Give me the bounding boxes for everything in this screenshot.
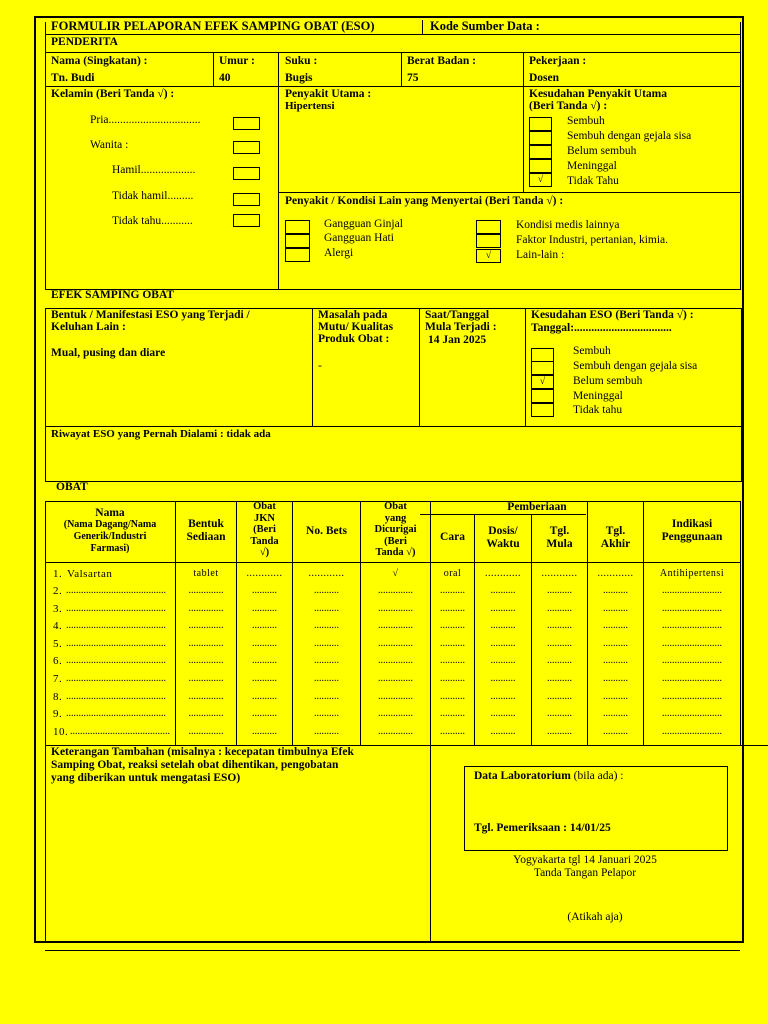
table-cell[interactable]: .......... [490, 620, 516, 632]
main-outcome-checkbox-2[interactable] [529, 131, 552, 145]
header-jkn: Obat JKN (Beri Tanda √) [250, 501, 279, 558]
sex-label: Kelamin (Beri Tanda √) : [51, 88, 175, 100]
quality-label-3: Produk Obat : [318, 333, 390, 345]
other-left-checkbox-1[interactable] [285, 220, 310, 234]
header-route: Cara [440, 531, 465, 543]
eso-form-value: Mual, pusing dan diare [51, 347, 166, 359]
table-cell[interactable]: .......... [440, 637, 465, 649]
main-outcome-option-2: Sembuh dengan gejala sisa [567, 130, 692, 142]
drug-name-cell[interactable]: ........................................ [66, 637, 166, 649]
row-number: 8. [53, 690, 63, 703]
drug-route-cell[interactable]: oral [443, 568, 462, 579]
age-value: 40 [219, 72, 231, 84]
drug-batch-cell[interactable]: ............ [308, 568, 345, 579]
table-cell[interactable]: .......... [252, 655, 277, 667]
table-cell[interactable]: ........................ [662, 708, 722, 720]
table-cell[interactable]: .......... [547, 690, 572, 702]
sex-female-checkbox[interactable] [233, 141, 260, 154]
table-cell[interactable]: .......... [440, 585, 465, 596]
table-cell[interactable]: .............. [188, 708, 224, 720]
reporter-name: (Atikah aja) [567, 911, 623, 923]
other-right-option-1: Kondisi medis lainnya [516, 219, 620, 231]
table-cell[interactable]: .............. [378, 585, 413, 596]
table-cell[interactable]: .......... [440, 655, 465, 667]
row-number: 3. [53, 602, 63, 615]
table-cell[interactable]: .......... [547, 602, 572, 614]
table-cell[interactable]: .............. [188, 673, 224, 684]
row-number: 2. [53, 585, 63, 597]
ethnic-value: Bugis [285, 72, 313, 84]
table-cell[interactable]: .......... [252, 602, 277, 614]
job-value: Dosen [529, 72, 560, 84]
drug-name-cell[interactable]: ........................................ [70, 725, 170, 737]
eso-outcome-label: Kesudahan ESO (Beri Tanda √) : [531, 309, 694, 321]
table-cell[interactable]: .......... [252, 585, 277, 596]
table-cell[interactable]: ........................ [662, 585, 722, 596]
table-cell[interactable]: .......... [314, 585, 339, 596]
row-number: 9. [53, 708, 63, 721]
table-cell[interactable]: .......... [603, 708, 628, 720]
table-cell[interactable]: .......... [252, 620, 277, 632]
main-outcome-option-3: Belum sembuh [567, 145, 637, 157]
table-cell[interactable]: .......... [603, 637, 628, 649]
header-indication: Indikasi Penggunaan [661, 518, 723, 543]
name-label: Nama (Singkatan) : [51, 55, 148, 67]
table-cell[interactable]: .......... [490, 708, 516, 720]
header-batch: No. Bets [306, 525, 347, 537]
table-cell[interactable]: .......... [603, 655, 628, 667]
table-cell[interactable]: .......... [547, 725, 572, 737]
table-cell[interactable]: .............. [378, 655, 413, 667]
table-cell[interactable]: .......... [603, 602, 628, 614]
drug-name-cell[interactable]: ........................................ [66, 585, 166, 596]
eso-outcome-checkbox-2[interactable] [531, 361, 554, 375]
other-right-checkbox-2[interactable] [476, 234, 501, 248]
sex-male-checkbox[interactable] [233, 117, 260, 130]
table-cell[interactable]: .............. [188, 585, 224, 596]
sex-option-female: Wanita : [90, 139, 129, 151]
table-cell[interactable]: .............. [378, 673, 413, 684]
eso-outcome-checkbox-1[interactable] [531, 348, 554, 362]
drug-suspect-cell[interactable]: √ [392, 568, 399, 579]
other-right-option-3: Lain-lain : [516, 249, 565, 261]
table-cell[interactable]: .......... [252, 690, 277, 702]
eso-form-label-2: Keluhan Lain : [51, 321, 126, 333]
drug-indication-cell[interactable]: Antihipertensi [659, 568, 725, 579]
other-right-option-2: Faktor Industri, pertanian, kimia. [516, 234, 669, 246]
table-cell[interactable]: .......... [314, 690, 339, 702]
table-cell[interactable]: .......... [490, 655, 516, 667]
quality-label-1: Masalah pada [318, 309, 388, 321]
quality-label-2: Mutu/ Kualitas [318, 321, 394, 333]
other-left-checkbox-3[interactable] [285, 248, 310, 262]
main-outcome-label-2: (Beri Tanda √) : [529, 100, 608, 112]
table-cell[interactable]: .......... [547, 637, 572, 649]
table-cell[interactable]: .......... [547, 655, 572, 667]
main-outcome-label: Kesudahan Penyakit Utama [529, 88, 668, 100]
table-cell[interactable]: .......... [440, 602, 465, 614]
table-cell[interactable]: .............. [378, 620, 413, 632]
table-cell[interactable]: .......... [440, 708, 465, 720]
other-right-checkbox-3[interactable]: √ [476, 249, 501, 263]
table-cell[interactable]: .......... [314, 725, 339, 737]
drug-name-cell[interactable]: ........................................ [66, 673, 166, 684]
main-outcome-option-5: Tidak Tahu [567, 175, 619, 187]
notes-label-1: Keterangan Tambahan (misalnya : kecepatan timbulnya Efek [51, 746, 354, 758]
drug-name-cell[interactable]: ........................................ [66, 602, 166, 614]
table-cell[interactable]: .......... [603, 673, 628, 684]
other-conditions-label: Penyakit / Kondisi Lain yang Menyertai (Beri Tanda √) : [285, 195, 564, 207]
onset-date-label-1: Saat/Tanggal [425, 309, 490, 321]
drug-name-cell[interactable]: Valsartan [67, 568, 113, 580]
table-cell[interactable]: ........................ [662, 620, 722, 632]
eso-outcome-option-1: Sembuh [573, 345, 611, 357]
patient-section-title: PENDERITA [51, 36, 118, 48]
other-left-option-1: Gangguan Ginjal [324, 218, 403, 230]
eso-outcome-checkbox-3[interactable]: √ [531, 375, 554, 389]
table-cell[interactable]: .......... [440, 673, 465, 684]
eso-section-title: EFEK SAMPING OBAT [51, 289, 175, 301]
main-disease-value: Hipertensi [285, 100, 335, 112]
drug-form-cell[interactable]: tablet [193, 568, 219, 579]
notes-label-3: yang diberikan untuk mengatasi ESO) [51, 772, 241, 784]
drug-section-title: OBAT [56, 481, 88, 493]
table-cell[interactable]: .............. [188, 690, 224, 702]
table-cell[interactable]: .......... [440, 690, 465, 702]
lab-exam-date: Tgl. Pemeriksaan : 14/01/25 [474, 822, 611, 834]
table-cell[interactable]: .......... [547, 620, 572, 632]
table-cell[interactable]: .......... [603, 585, 628, 596]
form-title: FORMULIR PELAPORAN EFEK SAMPING OBAT (ESO) [51, 19, 375, 33]
job-label: Pekerjaan : [529, 55, 587, 67]
eso-outcome-date-label: Tanggal:.................................. [531, 322, 672, 334]
header-administration: Pemberiaan [507, 501, 567, 513]
main-outcome-option-4: Meninggal [567, 160, 617, 172]
lab-data-label: Data Laboratorium (bila ada) : [474, 770, 624, 782]
table-cell[interactable]: .......... [490, 585, 516, 596]
table-cell[interactable]: .......... [490, 690, 516, 702]
table-cell[interactable]: .......... [490, 725, 516, 737]
table-cell[interactable]: .......... [547, 585, 572, 596]
main-outcome-option-1: Sembuh [567, 115, 605, 127]
source-code-label: Kode Sumber Data : [430, 19, 540, 33]
header-start-date: Tgl. Mula [546, 525, 573, 550]
sex-option-not-pregnant: Tidak hamil......... [112, 190, 194, 202]
table-cell[interactable]: .......... [314, 655, 339, 667]
table-cell[interactable]: .............. [188, 725, 224, 737]
table-cell[interactable]: .......... [314, 708, 339, 720]
table-cell[interactable]: .............. [378, 602, 413, 614]
main-outcome-checkbox-4[interactable] [529, 159, 552, 173]
header-name: Nama (Nama Dagang/Nama Generik/Industri Farmasi) [63, 507, 157, 554]
table-cell[interactable]: .......... [603, 620, 628, 632]
row-number: 6. [53, 655, 63, 668]
drug-name-cell[interactable]: ........................................ [66, 620, 166, 632]
header-dose: Dosis/ Waktu [486, 525, 520, 550]
name-value: Tn. Budi [51, 72, 95, 84]
eso-history: Riwayat ESO yang Pernah Dialami : tidak ada [51, 428, 271, 440]
notes-label-2: Samping Obat, reaksi setelah obat dihentikan, pengobatan [51, 759, 339, 771]
header-form: Bentuk Sediaan [186, 518, 226, 543]
table-cell[interactable]: .............. [188, 602, 224, 614]
table-cell[interactable]: .......... [490, 637, 516, 649]
age-label: Umur : [219, 55, 255, 67]
table-cell[interactable]: .......... [314, 637, 339, 649]
table-cell[interactable]: .............. [378, 708, 413, 720]
table-cell[interactable]: .............. [188, 637, 224, 649]
table-cell[interactable]: .............. [378, 725, 413, 737]
row-number: 4. [53, 620, 63, 633]
drug-start-cell[interactable]: ............ [541, 568, 578, 579]
table-cell[interactable]: .............. [188, 620, 224, 632]
main-disease-label: Penyakit Utama : [285, 88, 372, 100]
other-left-checkbox-2[interactable] [285, 234, 310, 248]
table-cell[interactable]: .......... [547, 673, 572, 684]
table-cell[interactable]: .......... [490, 602, 516, 614]
sex-option-pregnant: Hamil................... [112, 164, 196, 176]
not-pregnant-checkbox[interactable] [233, 193, 260, 206]
table-cell[interactable]: ........................ [662, 690, 722, 702]
row-number: 7. [53, 673, 63, 685]
ethnic-label: Suku : [285, 55, 318, 67]
other-left-option-2: Gangguan Hati [324, 232, 394, 244]
header-suspect: Obat yang Dicurigai (Beri Tanda √) [374, 501, 417, 558]
weight-value: 75 [407, 72, 419, 84]
table-cell[interactable]: .............. [188, 655, 224, 667]
signature-label: Tanda Tangan Pelapor [533, 867, 637, 879]
main-outcome-checkbox-5[interactable]: √ [529, 173, 552, 187]
table-cell[interactable]: .......... [314, 602, 339, 614]
eso-form-label: Bentuk / Manifestasi ESO yang Terjadi / [51, 309, 250, 321]
drug-name-cell[interactable]: ........................................ [66, 708, 166, 720]
unknown-checkbox[interactable] [233, 214, 260, 227]
main-outcome-checkbox-1[interactable] [529, 117, 552, 131]
table-cell[interactable]: .......... [603, 725, 628, 737]
main-outcome-checkbox-3[interactable] [529, 145, 552, 159]
eso-outcome-option-2: Sembuh dengan gejala sisa [573, 360, 698, 372]
table-cell[interactable]: .......... [252, 708, 277, 720]
table-cell[interactable]: .............. [378, 637, 413, 649]
drug-end-cell[interactable]: ............ [597, 568, 634, 579]
table-cell[interactable]: .......... [490, 673, 516, 684]
pregnant-checkbox[interactable] [233, 167, 260, 180]
row-number: 5. [53, 637, 63, 650]
drug-dose-cell[interactable]: ............ [485, 568, 521, 579]
table-cell[interactable]: .......... [252, 725, 277, 737]
table-cell[interactable]: ........................ [662, 637, 722, 649]
sex-option-male: Pria................................ [90, 114, 201, 126]
header-end-date: Tgl. Akhir [600, 525, 631, 550]
table-cell[interactable]: .......... [440, 725, 465, 737]
table-cell[interactable]: .......... [314, 673, 339, 684]
table-cell[interactable]: ........................ [662, 655, 722, 667]
table-cell[interactable]: .......... [252, 673, 277, 684]
table-cell[interactable]: ........................ [662, 725, 722, 737]
other-left-option-3: Alergi [324, 247, 354, 259]
row-number: 10. [53, 725, 69, 738]
eso-outcome-checkbox-5[interactable] [531, 403, 554, 417]
drug-jkn-cell[interactable]: ............ [246, 568, 283, 579]
eso-outcome-checkbox-4[interactable] [531, 389, 554, 403]
sex-option-unknown: Tidak tahu........... [112, 215, 193, 227]
eso-outcome-option-5: Tidak tahu [573, 404, 623, 416]
onset-date-value: 14 Jan 2025 [428, 334, 487, 346]
table-cell[interactable]: .......... [440, 620, 465, 632]
table-cell[interactable]: .............. [378, 690, 413, 702]
other-right-checkbox-1[interactable] [476, 220, 501, 234]
eso-outcome-option-4: Meninggal [573, 390, 623, 402]
eso-outcome-option-3: Belum sembuh [573, 375, 643, 387]
drug-name-cell[interactable]: ........................................ [66, 690, 166, 702]
place-date: Yogyakarta tgl 14 Januari 2025 [513, 854, 657, 866]
table-cell[interactable]: .......... [314, 620, 339, 632]
quality-value: - [318, 360, 322, 372]
weight-label: Berat Badan : [407, 55, 476, 67]
drug-name-cell[interactable]: ........................................ [66, 655, 166, 667]
onset-date-label-2: Mula Terjadi : [425, 321, 497, 333]
table-cell[interactable]: .......... [547, 708, 572, 720]
table-cell[interactable]: .......... [252, 637, 277, 649]
table-cell[interactable]: .......... [603, 690, 628, 702]
row-number: 1. [53, 568, 63, 580]
table-cell[interactable]: ........................ [662, 673, 722, 684]
table-cell[interactable]: ........................ [662, 602, 722, 614]
